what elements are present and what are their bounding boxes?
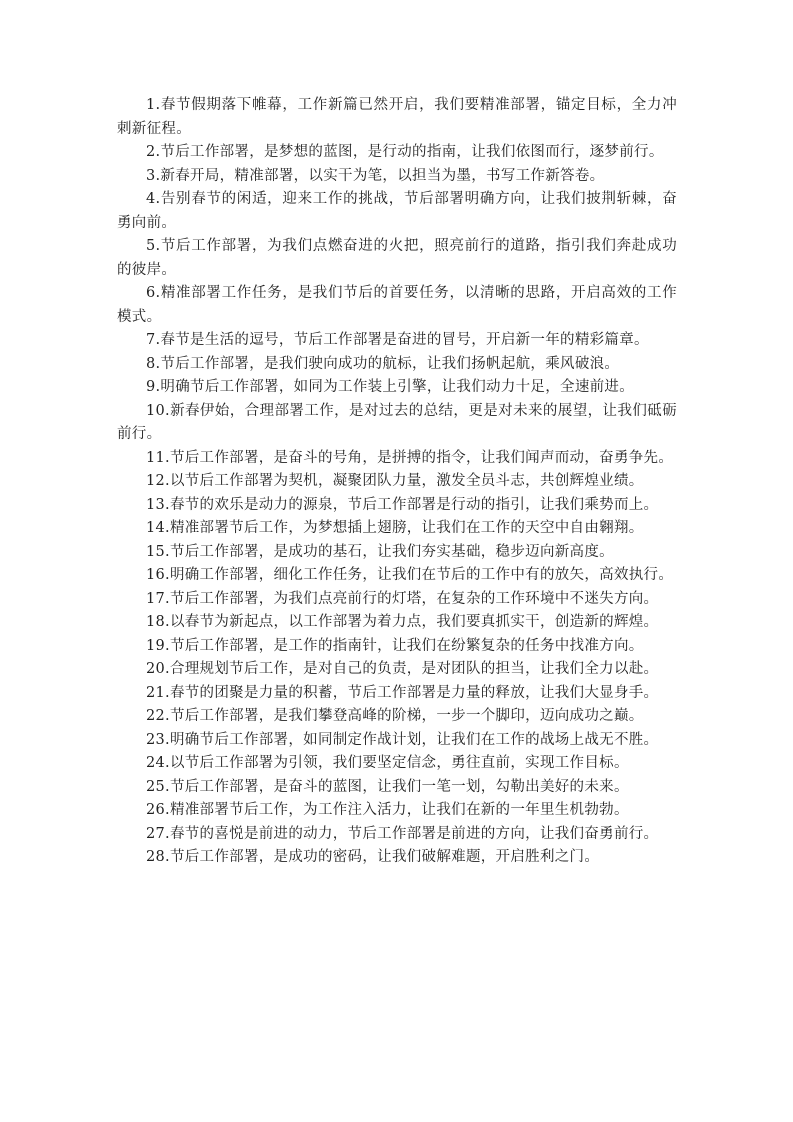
paragraph-7: 7.春节是生活的逗号，节后工作部署是奋进的冒号，开启新一年的精彩篇章。 (146, 332, 649, 348)
paragraph-12: 12.以节后工作部署为契机，凝聚团队力量，激发全员斗志，共创辉煌业绩。 (146, 473, 644, 489)
paragraph-19: 19.节后工作部署，是工作的指南针，让我们在纷繁复杂的任务中找准方向。 (146, 637, 644, 654)
paragraph-13: 13.春节的欢乐是动力的源泉，节后工作部署是行动的指引，让我们乘势而上。 (146, 496, 659, 513)
paragraph-16: 16.明确工作部署，细化工作任务，让我们在节后的工作中有的放矢，高效执行。 (146, 567, 674, 583)
paragraph-26: 26.精准部署节后工作，为工作注入活力，让我们在新的一年里生机勃勃。 (146, 802, 629, 818)
paragraph-11: 11.节后工作部署，是奋斗的号角，是拼搏的指令，让我们闻声而动，奋勇争先。 (146, 449, 674, 466)
paragraph-22: 22.节后工作部署，是我们攀登高峰的阶梯，一步一个脚印，迈向成功之巅。 (146, 708, 644, 724)
paragraph-23: 23.明确节后工作部署，如同制定作战计划，让我们在工作的战场上战无不胜。 (146, 731, 659, 748)
paragraph-28: 28.节后工作部署，是成功的密码，让我们破解难题，开启胜利之门。 (146, 849, 600, 865)
paragraph-14: 14.精准部署节后工作，为梦想插上翅膀，让我们在工作的天空中自由翱翔。 (146, 520, 644, 536)
paragraph-10: 10.新春伊始，合理部署工作，是对过去的总结，更是对未来的展望，让我们砥砺前行。 (117, 402, 677, 442)
paragraph-25: 25.节后工作部署，是奋斗的蓝图，让我们一笔一划，勾勒出美好的未来。 (146, 778, 629, 795)
paragraph-27: 27.春节的喜悦是前进的动力，节后工作部署是前进的方向，让我们奋勇前行。 (146, 825, 659, 842)
paragraph-5: 5.节后工作部署，为我们点燃奋进的火把，照亮前行的道路，指引我们奔赴成功的彼岸。 (117, 238, 677, 278)
paragraph-1: 1.春节假期落下帷幕，工作新篇已然开启，我们要精准部署，锚定目标，全力冲刺新征程。 (117, 97, 677, 137)
paragraph-24: 24.以节后工作部署为引领，我们要坚定信念，勇往直前，实现工作目标。 (146, 755, 629, 771)
paragraph-2: 2.节后工作部署，是梦想的蓝图，是行动的指南，让我们依图而行，逐梦前行。 (146, 144, 664, 160)
paragraph-9: 9.明确节后工作部署，如同为工作装上引擎，让我们动力十足，全速前进。 (146, 379, 635, 395)
paragraph-20: 20.合理规划节后工作，是对自己的负责，是对团队的担当，让我们全力以赴。 (146, 661, 659, 677)
paragraph-17: 17.节后工作部署，为我们点亮前行的灯塔，在复杂的工作环境中不迷失方向。 (146, 590, 659, 607)
document-body (117, 94, 677, 870)
paragraph-15: 15.节后工作部署，是成功的基石，让我们夯实基础，稳步迈向新高度。 (146, 543, 614, 560)
paragraph-18: 18.以春节为新起点，以工作部署为着力点，我们要真抓实干，创造新的辉煌。 (146, 614, 659, 630)
paragraph-21: 21.春节的团聚是力量的积蓄，节后工作部署是力量的释放，让我们大显身手。 (146, 684, 659, 701)
paragraph-3: 3.新春开局，精准部署，以实干为笔，以担当为墨，书写工作新答卷。 (146, 167, 605, 184)
paragraph-8: 8.节后工作部署，是我们驶向成功的航标，让我们扬帆起航，乘风破浪。 (146, 355, 620, 372)
paragraph-6: 6.精准部署工作任务，是我们节后的首要任务，以清晰的思路，开启高效的工作模式。 (117, 285, 677, 325)
paragraph-4: 4.告别春节的闲适，迎来工作的挑战，节后部署明确方向，让我们披荆斩棘，奋勇向前。 (117, 191, 677, 231)
